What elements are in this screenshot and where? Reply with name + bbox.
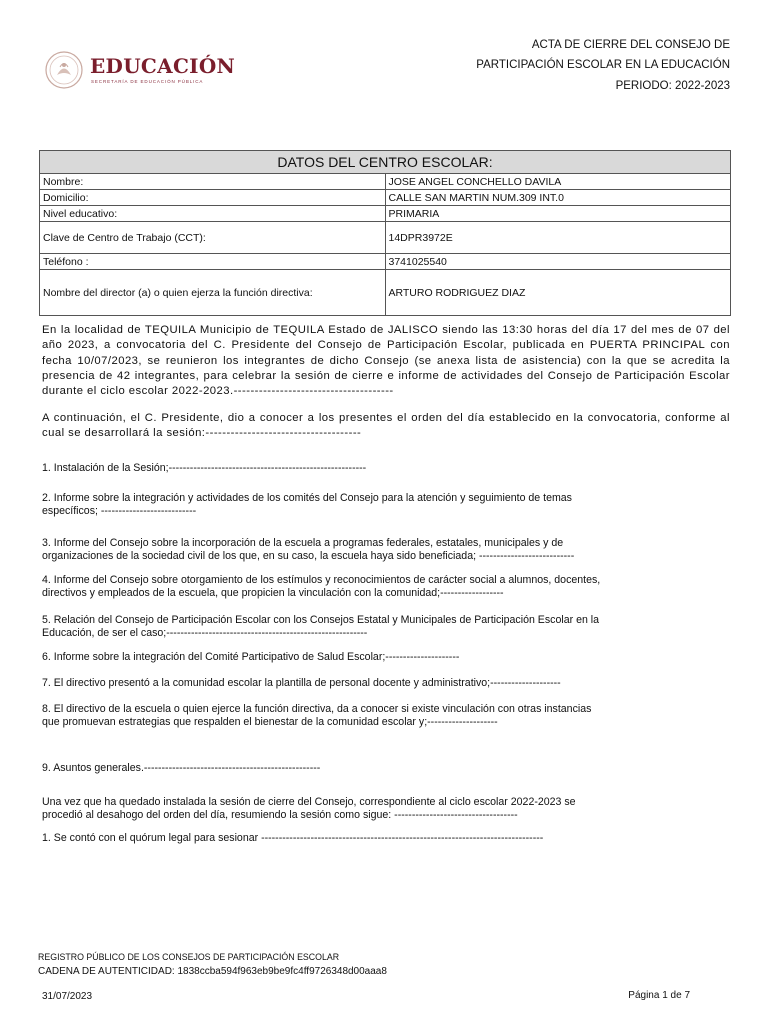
registry-text: REGISTRO PÚBLICO DE LOS CONSEJOS DE PARTICIPACIÓN ESCOLAR <box>38 952 340 962</box>
closing-line1: Una vez que ha quedado instalada la sesión de cierre del Consejo, correspondiente al ciclo escolar 2022-2023 se <box>42 796 576 808</box>
row-label-cct: Clave de Centro de Trabajo (CCT): <box>40 222 386 254</box>
table-row <box>40 174 731 190</box>
agenda-item-4 <box>42 574 682 600</box>
logo-text: EDUCACIÓN <box>90 54 236 78</box>
row-label-name: Nombre: <box>40 174 386 190</box>
agenda-item-7-line: 7. El directivo presentó a la comunidad escolar la plantilla de personal docente y administrativo;-------------------- <box>42 677 561 689</box>
agenda-intro-paragraph: A continuación, el C. Presidente, dio a conocer a los presentes el orden del día establecido en la convocatoria, conforme al cual se desarrollará la sesión:------------------------------------- <box>42 412 730 440</box>
agenda-item-4-line1: 4. Informe del Consejo sobre otorgamiento de los estímulos y reconocimientos de carácter social a alumnos, docentes, <box>42 574 601 586</box>
agenda-item-5-line1: 5. Relación del Consejo de Participación Escolar con los Consejos Estatal y Municipales de Participación Escolar en la <box>42 614 600 626</box>
agenda-item-3-line1: 3. Informe del Consejo sobre la incorporación de la escuela a programas federales, estatales, municipales y de <box>42 537 564 549</box>
table-row <box>40 206 731 222</box>
intro-paragraph: En la localidad de TEQUILA Municipio de TEQUILA Estado de JALISCO siendo las 13:30 horas del día 17 del mes de 07 del año 2023, a convocatoria del C. Presidente del Consejo de Participación Escolar, publicada en PUERTA PRINCIPAL con fecha 10/07/2023, se reunieron los integrantes de dicho Consejo (se anexa lista de asistencia) con la que se acredita la presencia de 42 integrantes, para celebrar la sesión de cierre e informe de actividades del Consejo de Participación Escolar durante el ciclo escolar 2022-2023.-------------------------------------- <box>42 324 730 398</box>
table-row <box>40 254 731 270</box>
row-value-cct: 14DPR3972E <box>385 222 731 254</box>
footer-date: 31/07/2023 <box>42 991 93 1002</box>
closing-paragraph <box>42 796 682 822</box>
agenda-item-7 <box>42 677 682 690</box>
row-label-phone: Teléfono : <box>40 254 386 270</box>
row-label-address: Domicilio: <box>40 190 386 206</box>
agenda-item-2 <box>42 492 682 518</box>
agenda-item-3 <box>42 537 682 563</box>
agenda-item-9 <box>42 762 682 775</box>
agenda-item-8 <box>42 703 682 729</box>
document-title-line2: PARTICIPACIÓN ESCOLAR EN LA EDUCACIÓN <box>476 59 730 71</box>
sep-logo <box>44 50 236 92</box>
row-value-director: ARTURO RODRIGUEZ DIAZ <box>385 270 731 316</box>
logo-subtext: SECRETARÍA DE EDUCACIÓN PÚBLICA <box>91 79 204 84</box>
school-data-table <box>39 150 731 316</box>
table-title-row <box>40 151 731 174</box>
agenda-item-3-line2: organizaciones de la sociedad civil de los que, en su caso, la escuela haya sido beneficiada; --------------------------- <box>42 550 575 563</box>
table-row <box>40 222 731 254</box>
row-label-director: Nombre del director (a) o quien ejerza la función directiva: <box>40 270 386 316</box>
document-title-line1: ACTA DE CIERRE DEL CONSEJO DE <box>531 39 730 51</box>
quorum-line: 1. Se contó con el quórum legal para sesionar -------------------------------------------------------------------------------- <box>42 832 544 844</box>
agenda-item-5 <box>42 614 682 640</box>
table-title: DATOS DEL CENTRO ESCOLAR: <box>40 151 731 174</box>
agenda-item-2-line2: específicos; --------------------------- <box>42 505 197 518</box>
closing-line2: procedió al desahogo del orden del día, resumiendo la sesión como sigue: ----------------------------------- <box>42 809 518 822</box>
row-value-level: PRIMARIA <box>385 206 731 222</box>
authenticity-chain: CADENA DE AUTENTICIDAD: 1838ccba594f963eb9be9fc4ff9726348d00aaa8 <box>38 966 387 977</box>
row-value-name: JOSE ANGEL CONCHELLO DAVILA <box>385 174 731 190</box>
table-row <box>40 190 731 206</box>
row-value-address: CALLE SAN MARTIN NUM.309 INT.0 <box>385 190 731 206</box>
agenda-item-6-line: 6. Informe sobre la integración del Comité Participativo de Salud Escolar;--------------------- <box>42 651 460 663</box>
agenda-item-1 <box>42 462 682 475</box>
agenda-item-6 <box>42 651 682 664</box>
agenda-item-8-line1: 8. El directivo de la escuela o quien ejerce la función directiva, da a conocer si existe vinculación con otras instancias <box>42 703 592 715</box>
page-number: Página 1 de 7 <box>628 990 690 1001</box>
period: PERIODO: 2022-2023 <box>615 80 730 92</box>
agenda-item-9-line: 9. Asuntos generales.-------------------------------------------------- <box>42 762 321 774</box>
agenda-item-4-line2: directivos y empleados de la escuela, que propicien la vinculación con la comunidad;------------------ <box>42 587 504 600</box>
table-row <box>40 270 731 316</box>
agenda-item-2-line1: 2. Informe sobre la integración y actividades de los comités del Consejo para la atención y seguimiento de temas <box>42 492 572 504</box>
mexican-seal-icon <box>44 50 84 90</box>
agenda-item-1-line: 1. Instalación de la Sesión;-------------------------------------------------------- <box>42 462 367 474</box>
agenda-item-8-line2: que promuevan estrategias que respalden el bienestar de la comunidad escolar y;-------------------- <box>42 716 498 729</box>
agenda-item-5-line2: Educación, de ser el caso;--------------------------------------------------------- <box>42 627 368 640</box>
row-label-level: Nivel educativo: <box>40 206 386 222</box>
row-value-phone: 3741025540 <box>385 254 731 270</box>
